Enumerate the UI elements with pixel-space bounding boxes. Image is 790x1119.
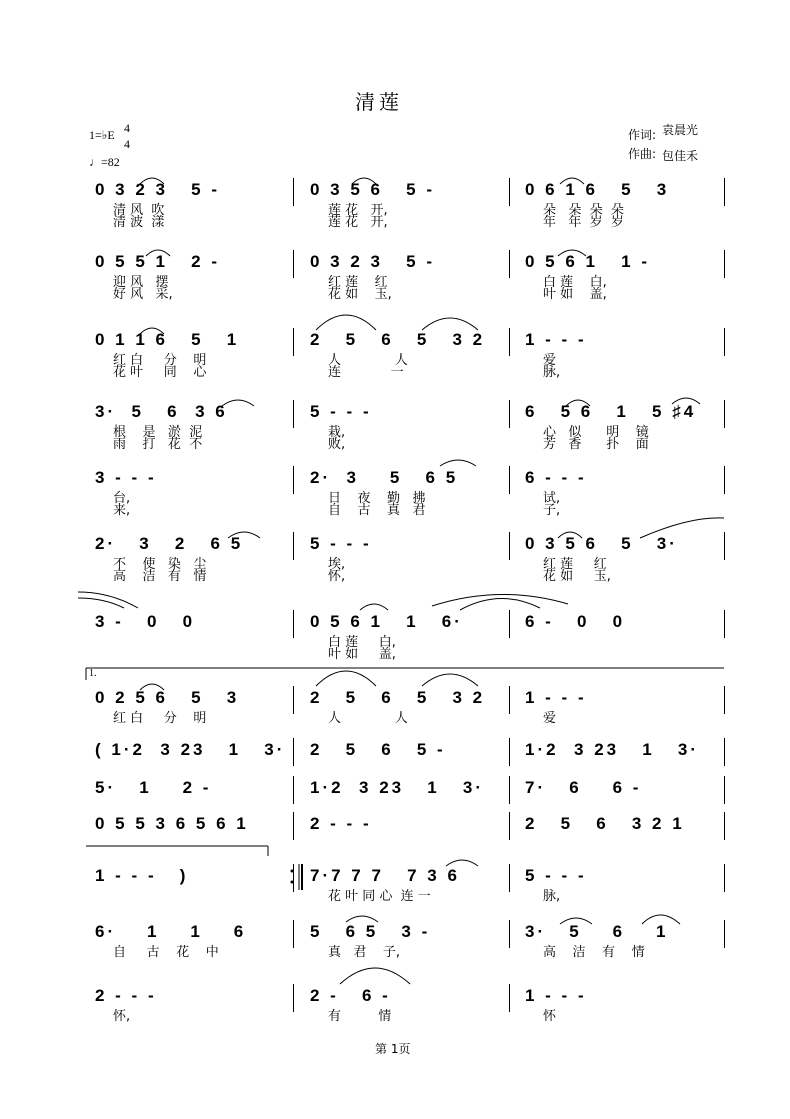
measure-notes: 5 6 5 3 -	[310, 922, 431, 941]
tempo-marking: ♩=82	[89, 155, 120, 169]
lyric-line-1: 白 莲 白,	[328, 635, 396, 650]
measure-notes: 0 3 5 6 5 3·	[525, 534, 678, 553]
lyricist-name: 袁晨光	[662, 123, 699, 137]
measure-notes: 5 - - -	[310, 402, 372, 421]
measure-notes: 1 - - -	[525, 986, 587, 1005]
lyric-line-1: 栽,	[328, 425, 346, 440]
measure-notes: 0 5 6 1 1 -	[525, 252, 650, 271]
lyric-line-1: 红 白 分 明	[113, 711, 207, 726]
volta-label: 1.	[89, 668, 97, 679]
measure-notes: 2 - - -	[95, 986, 157, 1005]
lyric-line-1: 日 夜 勤 拂	[328, 491, 426, 506]
lyric-line-2: 花 如 玉,	[543, 569, 611, 584]
lyric-line-1: 怀,	[113, 1009, 131, 1024]
lyric-line-1: 台,	[113, 491, 131, 506]
lyric-line-1: 花 叶 同 心 连 一	[328, 889, 431, 904]
lyric-line-1: 红 莲 红	[328, 275, 388, 290]
time-signature-top: 4	[124, 121, 130, 135]
measure-notes: 6 - - -	[525, 468, 587, 487]
lyric-line-2: 子,	[543, 503, 561, 518]
lyric-line-1: 红 莲 红	[543, 557, 607, 572]
lyric-line-2: 自 古 真 君	[328, 503, 426, 518]
measure-notes: 0 5 5 1 2 -	[95, 252, 220, 271]
lyric-line-2: 高 洁 有 情	[113, 569, 207, 584]
measure-notes: 0 5 5 3 6 5 6 1	[95, 814, 249, 833]
lyric-line-2: 叶 如 盖,	[543, 287, 607, 302]
key-signature: 1=♭E	[89, 128, 115, 142]
lyric-line-1: 脉,	[543, 889, 561, 904]
lyric-line-2: 怀,	[328, 569, 346, 584]
song-title: 清莲	[355, 90, 403, 114]
measure-notes: 1 - - -	[525, 688, 587, 707]
measure-notes: 0 1 1 6 5 1	[95, 330, 240, 349]
lyric-line-1: 心 似 明 镜	[543, 425, 649, 440]
measure-notes: 6 5 6 1 5 ♯4	[525, 402, 697, 421]
measure-notes: 3 - - -	[95, 468, 157, 487]
lyric-line-2: 花 叶 同 心	[113, 365, 207, 380]
measure-notes: 3 - 0 0	[95, 612, 196, 631]
measure-notes: 2 5 6 5 3 2	[310, 688, 486, 707]
lyric-line-1: 人 人	[328, 711, 408, 726]
time-signature-bottom: 4	[124, 137, 130, 151]
measure-notes: 1 - - -	[525, 330, 587, 349]
lyric-line-1: 爱	[543, 353, 557, 368]
lyricist-label: 作词:	[628, 128, 657, 142]
measure-notes: 6· 1 1 6	[95, 922, 247, 941]
measure-notes: 0 6 1 6 5 3	[525, 180, 670, 199]
measure-notes: 6 - 0 0	[525, 612, 626, 631]
lyric-line-2: 芳 香 扑 面	[543, 437, 649, 452]
lyric-line-1: 莲 花 开,	[328, 203, 388, 218]
lyric-line-2: 叶 如 盖,	[328, 647, 396, 662]
measure-notes: 0 2 5 6 5 3	[95, 688, 240, 707]
measure-notes: 1·2 3 23 1 3·	[525, 740, 700, 759]
lyric-line-1: 清 风 吹	[113, 203, 165, 218]
lyric-line-2: 脉,	[543, 365, 561, 380]
lyric-line-1: 白 莲 白,	[543, 275, 607, 290]
lyric-line-1: 根 是 淤 泥	[113, 425, 203, 440]
lyric-line-2: 雨 打 花 不	[113, 437, 203, 452]
lyric-line-1: 不 使 染 尘	[113, 557, 207, 572]
lyric-line-1: 朵 朵 朵 朵	[543, 203, 624, 218]
measure-notes: 2 5 6 3 2 1	[525, 814, 685, 833]
measure-notes: 3· 5 6 1	[525, 922, 669, 941]
measure-notes: 2· 3 5 6 5	[310, 468, 459, 487]
lyric-line-2: 莲 花 开,	[328, 215, 388, 230]
lyric-line-2: 清 波 漾	[113, 215, 165, 230]
measure-notes: 0 3 2 3 5 -	[310, 252, 435, 271]
measure-notes: 5 - - -	[310, 534, 372, 553]
measure-notes: 0 3 2 3 5 -	[95, 180, 220, 199]
measure-notes: 7·7 7 7 7 3 6	[310, 866, 460, 885]
measure-notes: 2 - - -	[310, 814, 372, 833]
measure-notes: 3· 5 6 3 6	[95, 402, 228, 421]
lyric-line-2: 花 如 玉,	[328, 287, 392, 302]
lyric-line-1: 怀	[543, 1009, 557, 1024]
lyric-line-1: 高 洁 有 情	[543, 945, 645, 960]
measure-notes: 0 3 5 6 5 -	[310, 180, 435, 199]
lyric-line-1: 真 君 子,	[328, 945, 401, 960]
measure-notes: 5 - - -	[525, 866, 587, 885]
measure-notes: 0 5 6 1 1 6·	[310, 612, 463, 631]
measure-notes: 2 5 6 5 3 2	[310, 330, 486, 349]
composer-label: 作曲:	[628, 147, 657, 161]
measure-notes: 2 - 6 -	[310, 986, 391, 1005]
lyric-line-2: 来,	[113, 503, 131, 518]
lyric-line-2: 好 风 采,	[113, 287, 173, 302]
measure-notes: 2· 3 2 6 5	[95, 534, 244, 553]
lyric-line-1: 埃,	[328, 557, 346, 572]
lyric-line-2: 连 一	[328, 365, 404, 380]
measure-notes: ( 1·2 3 23 1 3·	[95, 740, 286, 759]
lyric-line-1: 爱	[543, 711, 557, 726]
lyric-line-1: 迎 风 摆	[113, 275, 169, 290]
measure-notes: 5· 1 2 -	[95, 778, 212, 797]
lyric-line-2: 败,	[328, 437, 346, 452]
lyric-line-1: 有 情	[328, 1009, 392, 1024]
lyric-line-1: 人 人	[328, 353, 408, 368]
measure-notes: 1·2 3 23 1 3·	[310, 778, 485, 797]
measure-notes: 7· 6 6 -	[525, 778, 642, 797]
measure-notes: 2 5 6 5 -	[310, 740, 446, 759]
lyric-line-1: 试,	[543, 491, 561, 506]
lyric-line-1: 红 白 分 明	[113, 353, 207, 368]
measure-notes: 1 - - - )	[95, 866, 189, 885]
lyric-line-2: 年 年 岁 岁	[543, 215, 624, 230]
page-number: 第 1页	[375, 1042, 411, 1056]
lyric-line-1: 自 古 花 中	[113, 945, 219, 960]
composer-name: 包佳禾	[662, 149, 699, 163]
